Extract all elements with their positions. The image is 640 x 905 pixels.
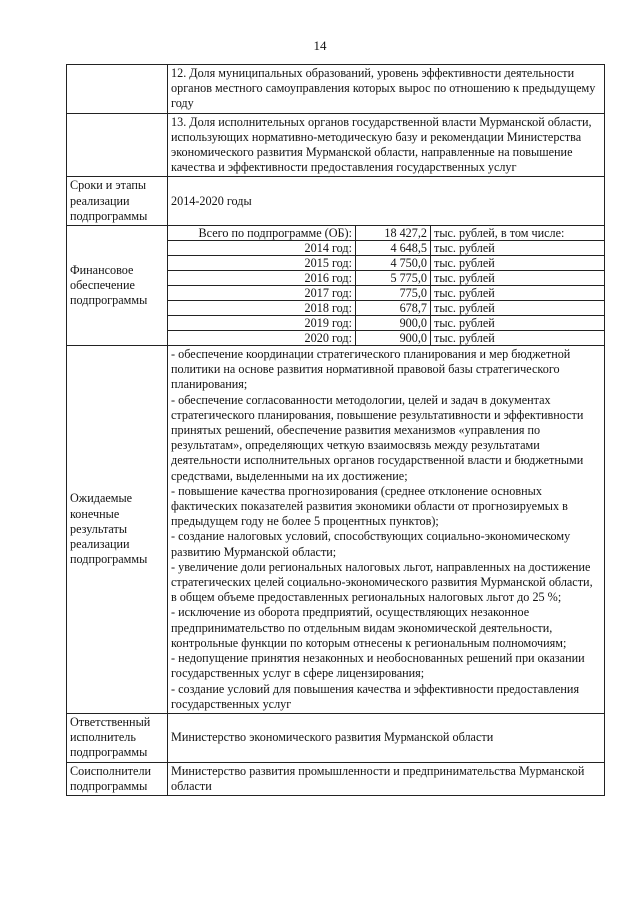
terms-row xyxy=(67,177,605,226)
result-item: - создание условий для повышения качества и эффективности предоставления государственных услуг xyxy=(171,681,580,711)
executor-label: Ответственный исполнитель подпрограммы xyxy=(67,713,168,762)
finance-unit: тыс. рублей xyxy=(431,316,605,331)
result-item: - обеспечение согласованности методологии, целей и задач в документах стратегического планирования, повышение результативности и эффективности принятых решений, обеспечение развития механизмов «управления по результатам», определяющих четкую взаимосвязь между результатами деятельности исполнительных органов государственной власти и бюджетными средствами, выделенными на их достижение; xyxy=(171,392,584,483)
finance-row xyxy=(67,226,605,346)
finance-line xyxy=(168,286,604,301)
finance-unit: тыс. рублей xyxy=(431,301,605,316)
page-number: 14 xyxy=(313,38,327,53)
finance-unit: тыс. рублей xyxy=(431,286,605,301)
coexecutors-value: Министерство развития промышленности и предпринимательства Мурманской области xyxy=(168,762,605,795)
finance-line xyxy=(168,316,604,331)
result-item: - недопущение принятия незаконных и необоснованных решений при оказании государственных услуг в сфере лицензирования; xyxy=(171,651,585,681)
finance-period: 2016 год: xyxy=(168,271,356,286)
finance-unit: тыс. рублей, в том числе: xyxy=(431,226,605,241)
finance-amount: 900,0 xyxy=(356,331,431,346)
finance-unit: тыс. рублей xyxy=(431,256,605,271)
finance-unit: тыс. рублей xyxy=(431,241,605,256)
indicator-row-12 xyxy=(67,65,605,114)
finance-amount: 4 750,0 xyxy=(356,256,431,271)
executor-row xyxy=(67,713,605,762)
terms-label: Сроки и этапы реализации подпрограммы xyxy=(67,177,168,226)
terms-value: 2014-2020 годы xyxy=(168,177,605,226)
finance-period: 2017 год: xyxy=(168,286,356,301)
indicator-12: 12. Доля муниципальных образований, уровень эффективности деятельности органов местного самоуправления которых вырос по отношению к предыдущему году xyxy=(168,65,605,114)
finance-amount: 4 648,5 xyxy=(356,241,431,256)
result-item: - исключение из оборота предприятий, осуществляющих незаконное предпринимательство по отдельным видам экономической деятельности, контрольные функции по которым отнесены к региональным полномочиям; xyxy=(171,605,567,650)
finance-cell xyxy=(168,226,605,346)
results-row xyxy=(67,346,605,714)
result-item: - обеспечение координации стратегического планирования и мер бюджетной политики на основе развития нормативной правовой базы стратегического планирования; xyxy=(171,347,571,392)
result-item: - увеличение доли региональных налоговых льгот, направленных на достижение стратегических целей социально-экономического развития Мурманской области, в общем объеме предоставленных региональных налоговых льгот до 25 %; xyxy=(171,559,593,605)
finance-amount: 900,0 xyxy=(356,316,431,331)
finance-table xyxy=(168,226,604,345)
finance-period: 2018 год: xyxy=(168,301,356,316)
finance-amount: 775,0 xyxy=(356,286,431,301)
passport-table xyxy=(66,64,605,796)
empty-label-cell xyxy=(67,113,168,177)
finance-period: Всего по подпрограмме (ОБ): xyxy=(168,226,356,241)
finance-amount: 5 775,0 xyxy=(356,271,431,286)
finance-line xyxy=(168,271,604,286)
indicator-13: 13. Доля исполнительных органов государственной власти Мурманской области, использующих нормативно-методическую базу и рекомендации Министерства экономического развития Мурманской области, направленные на повышение качества и эффективности предоставления государственных услуг xyxy=(168,113,605,177)
empty-label-cell xyxy=(67,65,168,114)
results-list xyxy=(168,346,605,714)
indicator-row-13 xyxy=(67,113,605,177)
finance-period: 2014 год: xyxy=(168,241,356,256)
result-item: - повышение качества прогнозирования (среднее отклонение основных фактических показателей развития экономики области от прогнозируемых в предыдущем году не более 5 процентных пунктов); xyxy=(171,483,568,529)
coexecutors-row xyxy=(67,762,605,795)
finance-unit: тыс. рублей xyxy=(431,271,605,286)
finance-amount: 18 427,2 xyxy=(356,226,431,241)
finance-unit: тыс. рублей xyxy=(431,331,605,346)
finance-period: 2020 год: xyxy=(168,331,356,346)
finance-period: 2015 год: xyxy=(168,256,356,271)
executor-value: Министерство экономического развития Мурманской области xyxy=(168,713,605,762)
results-label: Ожидаемые конечные результаты реализации подпрограммы xyxy=(67,346,168,714)
finance-line xyxy=(168,226,604,241)
finance-label: Финансовое обеспечение подпрограммы xyxy=(67,226,168,346)
coexecutors-label: Соисполнители подпрограммы xyxy=(67,762,168,795)
finance-line xyxy=(168,331,604,346)
finance-period: 2019 год: xyxy=(168,316,356,331)
result-item: - создание налоговых условий, способствующих социально-экономическому развитию Мурманской области; xyxy=(171,529,571,559)
finance-line xyxy=(168,301,604,316)
finance-amount: 678,7 xyxy=(356,301,431,316)
finance-line xyxy=(168,241,604,256)
finance-line xyxy=(168,256,604,271)
